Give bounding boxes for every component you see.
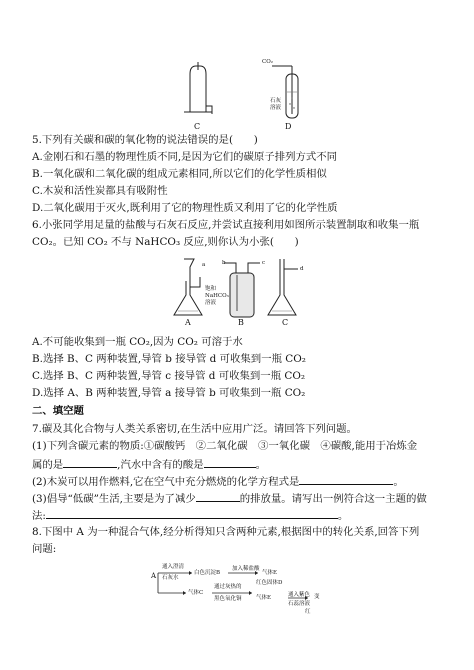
- q6-label-a: A: [185, 318, 191, 327]
- q8-heated-mid: 黑色氧化铜: [214, 596, 242, 602]
- co2-label: CO₂: [262, 59, 273, 65]
- q8-arrow1-top: 通入澄清: [162, 564, 185, 570]
- q6-label-b: B: [238, 318, 244, 327]
- q5-option-b: B.一氧化碳和二氧化碳的组成元素相同,所以它们的化学性质相似: [32, 168, 327, 180]
- q8-red-solid: 红色固体D: [256, 580, 283, 586]
- limewater-label-2: 溶液: [270, 105, 282, 111]
- figure-d-label: D: [285, 122, 292, 131]
- q6-stem-1: 6.小张同学用足量的盐酸与石灰石反应,并尝试直接利用如图所示装置制取和收集一瓶: [32, 219, 420, 231]
- q6-port-c: c: [262, 260, 266, 266]
- q8-gas-e-top: 气体E: [262, 570, 278, 576]
- q7-line-6: [32, 508, 348, 523]
- q6-port-b: b: [222, 260, 226, 266]
- section-title-fill-in: 二、填空题: [32, 405, 84, 417]
- q6-option-c: C.选择 B、C 两种装置,导管 c 接导管 d 可收集到一瓶 CO₂: [32, 370, 306, 382]
- q7-blank-emission[interactable]: [196, 491, 240, 502]
- q8-purple-top: 通入紫色: [288, 592, 311, 598]
- q7-line-1: 7.碳及其化合物与人类关系密切,在生活中应用广泛。请回答下列问题。: [32, 423, 357, 435]
- apparatus-c-drawing: [178, 62, 218, 120]
- q6-option-d: D.选择 A、B 两种装置,导管 a 接导管 b 可收集到一瓶 CO₂: [32, 387, 306, 399]
- q6-option-b: B.选择 B、C 两种装置,导管 b 接导管 d 可收集到一瓶 CO₂: [32, 353, 306, 365]
- q7-line-3-text-b: ,汽水中含有的酸是: [117, 459, 204, 471]
- q8-line-1: 8.下图中 A 为一种混合气体,经分析得知只含两种元素,根据图中的转化关系,回答下列: [32, 526, 420, 538]
- q6-port-d: d: [300, 266, 304, 272]
- q7-line-3-text-a: 属的是: [32, 459, 64, 471]
- q5-option-a: A.金刚石和石墨的物理性质不同,是因为它们的碳原子排列方式不同: [32, 151, 338, 163]
- q6-solution-label-1: 饱和: [205, 286, 217, 292]
- q8-add-acid: 加入稀盐酸: [232, 566, 260, 572]
- q7-blank-method[interactable]: [46, 508, 338, 519]
- q7-line-4-text-b: 。: [393, 476, 404, 488]
- q7-line-4: [32, 474, 404, 489]
- q6-solution-label-2: NaHCO₃: [205, 293, 229, 299]
- q5-stem: 5.下列有关碳和碳的氧化物的说法错误的是( ): [32, 134, 258, 146]
- q7-blank-metal[interactable]: [63, 457, 117, 468]
- q7-line-5: [32, 491, 427, 506]
- q6-option-a: A.不可能收集到一瓶 CO₂,因为 CO₂ 可溶于水: [32, 336, 243, 348]
- figure-apparatus-d: [262, 58, 306, 120]
- q8-gas-e-bottom: 气体E: [256, 595, 272, 601]
- q7-blank-acid[interactable]: [204, 457, 256, 468]
- q7-line-2: (1)下列含碳元素的物质:①碳酸钙 ②二氧化碳 ③一氧化碳 ④碳酸,能用于冶炼金: [32, 440, 418, 452]
- q8-turns: 变: [314, 594, 320, 600]
- q6-stem-2: CO₂。已知 CO₂ 不与 NaHCO₃ 反应,则你认为小张( ): [32, 236, 299, 248]
- q7-line-6-text-a: 法:: [32, 510, 46, 522]
- q7-line-4-text-a: (2)木炭可以用作燃料,它在空气中充分燃烧的化学方程式是: [32, 476, 300, 488]
- q8-arrow1-bottom: 石灰水: [162, 575, 179, 581]
- apparatus-d-drawing: [262, 58, 306, 120]
- q6-solution-label-3: 溶液: [205, 300, 217, 306]
- figure-c-label: C: [194, 122, 201, 131]
- q8-line-2: 问题:: [32, 543, 57, 555]
- limewater-label-1: 石灰: [270, 98, 282, 104]
- q8-node-a: A: [151, 572, 157, 580]
- q7-line-3-text-c: 。: [255, 459, 266, 471]
- q5-option-d: D.二氧化碳用于灭火,既利用了它的物理性质又利用了它的化学性质: [32, 202, 338, 214]
- q8-heated-top: 通过灰热的: [214, 584, 242, 590]
- q7-line-5-text-b: 的排放量。请写出一例符合这一主题的做: [239, 493, 427, 505]
- q8-white-precipitate: 白色沉淀B: [194, 570, 221, 576]
- q6-label-c: C: [282, 318, 289, 327]
- q8-gas-c: 气体C: [188, 590, 204, 596]
- q7-blank-equation[interactable]: [299, 474, 393, 485]
- q7-line-3: [32, 457, 266, 472]
- q7-line-6-text-b: 。: [337, 510, 349, 522]
- q5-option-c: C.木炭和活性炭都具有吸附性: [32, 185, 168, 197]
- q8-red: 红: [305, 609, 311, 615]
- q7-line-5-text-a: (3)倡导“低碳”生活,主要是为了减少: [32, 493, 196, 505]
- q8-purple-bottom: 石蕊溶液: [288, 601, 311, 607]
- q6-port-a: a: [202, 262, 206, 268]
- figure-apparatus-c: [178, 62, 218, 120]
